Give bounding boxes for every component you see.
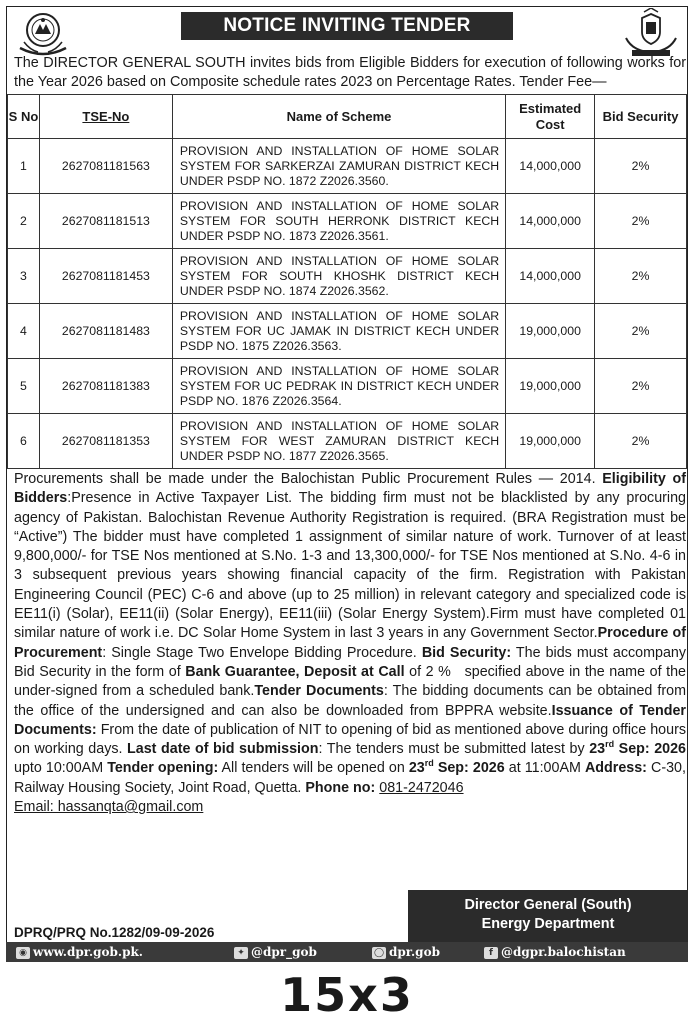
submission-month: Sep: 2026 bbox=[614, 741, 687, 758]
cell-cost: 14,000,000 bbox=[506, 249, 595, 304]
submission-day: 23 bbox=[589, 741, 606, 758]
notice-title: NOTICE INVITING TENDER bbox=[181, 12, 513, 40]
eligibility-label: Eligibility of Bidders bbox=[14, 471, 686, 507]
government-emblem-right bbox=[618, 8, 684, 58]
submission-day-suffix: rd bbox=[605, 739, 615, 750]
opening-day: 23 bbox=[408, 760, 425, 777]
intro-paragraph: The DIRECTOR GENERAL SOUTH invites bids from Eligible Bidders for execution of following works for the Year 2026 based on Composite schedule rates 2023 on Percentage Rates. Tender Fee— bbox=[14, 55, 686, 90]
table-row bbox=[8, 304, 687, 359]
email-address: Email: hassanqta@gmail.com bbox=[14, 799, 204, 816]
opening-month: Sep: 2026 bbox=[433, 760, 505, 777]
signatory-department: Energy Department bbox=[481, 916, 615, 932]
cell-cost: 19,000,000 bbox=[506, 359, 595, 414]
cell-security: 2% bbox=[595, 194, 687, 249]
table-row bbox=[8, 359, 687, 414]
submission-date bbox=[589, 741, 686, 757]
cell-scheme: PROVISION AND INSTALLATION OF HOME SOLAR SYSTEM FOR UC JAMAK IN DISTRICT KECH UNDER PSDP NO. 1875 Z2026.3563. bbox=[172, 304, 505, 359]
cell-tse: 2627081181353 bbox=[39, 414, 172, 469]
header-sno: S No bbox=[8, 95, 40, 139]
table-row bbox=[8, 194, 687, 249]
terms-text: : The tenders must be submitted latest by bbox=[318, 741, 590, 758]
cell-security: 2% bbox=[595, 359, 687, 414]
globe-icon: ◉ bbox=[16, 947, 30, 959]
header-tse: TSE-No bbox=[39, 95, 172, 139]
cell-cost: 14,000,000 bbox=[506, 139, 595, 194]
cell-tse: 2627081181383 bbox=[39, 359, 172, 414]
cell-scheme: PROVISION AND INSTALLATION OF HOME SOLAR SYSTEM FOR SOUTH KHOSHK DISTRICT KECH UNDER PSDP NO. 1874 Z2026.3562. bbox=[172, 249, 505, 304]
table-row bbox=[8, 249, 687, 304]
cell-security: 2% bbox=[595, 304, 687, 359]
cell-tse: 2627081181563 bbox=[39, 139, 172, 194]
terms-text: : The bidding documents can be obtained from the office of the undersigned and can also be downloaded from BPPRA website. bbox=[14, 683, 687, 719]
cell-scheme: PROVISION AND INSTALLATION OF HOME SOLAR SYSTEM FOR SARKERZAI ZAMURAN DISTRICT KECH UNDER PSDP NO. 1872 Z2026.3560. bbox=[172, 139, 505, 194]
terms-text: at 11:00AM bbox=[504, 760, 585, 777]
cell-security: 2% bbox=[595, 139, 687, 194]
bid-security-label: Bid Security: bbox=[421, 644, 512, 661]
header-cost: Estimated Cost bbox=[506, 95, 595, 139]
table-header-row bbox=[8, 95, 687, 139]
cell-sno: 6 bbox=[8, 414, 40, 469]
facebook-icon: f bbox=[484, 947, 498, 959]
table-row bbox=[8, 139, 687, 194]
phone-label: Phone no: bbox=[305, 779, 376, 796]
cell-tse: 2627081181513 bbox=[39, 194, 172, 249]
twitter-icon: ✦ bbox=[234, 947, 248, 959]
cell-tse: 2627081181483 bbox=[39, 304, 172, 359]
procedure-label: Procedure of Procurement bbox=[14, 625, 686, 661]
terms-text: :Presence in Active Taxpayer List. The bidding firm must not be blacklisted by any procuring agency of Pakistan. Balochistan Revenue Authority Registration is required. (BRA Registration must be “Active”) The bidder must have completed 1 assignment of similar nature of work. Turnover of at least 9,800,000/- for TSE Nos mentioned at S.No. 1-3 and 13,300,000/- for TSE Nos mentioned at S.No. 4-6 in 3 subsequent previous years showing financial capacity of the firm. Registration with Pakistan Engineering Council (PEC) C-6 and above (up to 25 million) in relevant category and specialized code is EE11(i) (Solar), EE11(ii) (Solar Energy), EE11(iii) (Solar Energy System).Firm must have completed 01 similar nature of work i.e. DC Solar Home System in last 3 years in any Government Sector. bbox=[14, 490, 686, 642]
footer-website bbox=[16, 945, 143, 959]
cell-cost: 19,000,000 bbox=[506, 414, 595, 469]
phone-number: 081-2472046 bbox=[379, 779, 464, 796]
header-scheme: Name of Scheme bbox=[172, 95, 505, 139]
cell-sno: 5 bbox=[8, 359, 40, 414]
footer-instagram bbox=[372, 945, 440, 959]
terms-text: From the date of publication of NIT to opening of bid as mentioned above during office hours on working days. bbox=[14, 721, 686, 758]
table-row bbox=[8, 414, 687, 469]
address-label: Address: bbox=[584, 760, 647, 777]
twitter-text: @dpr_gob bbox=[251, 945, 317, 959]
opening-day-suffix: rd bbox=[424, 758, 434, 769]
footer-twitter bbox=[234, 945, 317, 959]
footer-facebook bbox=[484, 945, 626, 959]
last-date-label: Last date of bid submission bbox=[127, 741, 319, 758]
cell-sno: 1 bbox=[8, 139, 40, 194]
instagram-icon: ◯ bbox=[373, 947, 385, 958]
cell-security: 2% bbox=[595, 414, 687, 469]
opening-label: Tender opening: bbox=[107, 760, 219, 777]
facebook-text: @dgpr.balochistan bbox=[501, 945, 626, 959]
terms-text: The bids must accompany Bid Security in the form of bbox=[14, 644, 687, 680]
instagram-text: dpr.gob bbox=[389, 945, 440, 959]
terms-text: Procurements shall be made under the Balochistan Public Procurement Rules — 2014. bbox=[14, 471, 603, 487]
signatory-title: Director General (South) bbox=[464, 897, 632, 913]
website-text: www.dpr.gob.pk. bbox=[33, 945, 143, 959]
cell-sno: 3 bbox=[8, 249, 40, 304]
cell-scheme: PROVISION AND INSTALLATION OF HOME SOLAR SYSTEM FOR WEST ZAMURAN DISTRICT KECH UNDER PSDP NO. 1877 Z2026.3565. bbox=[172, 414, 505, 469]
issuance-label: Issuance of Tender Documents: bbox=[14, 702, 686, 738]
opening-date bbox=[409, 760, 505, 776]
tender-table bbox=[7, 94, 687, 469]
terms-text: All tenders will be opened on bbox=[218, 760, 409, 777]
cell-sno: 4 bbox=[8, 304, 40, 359]
terms-paragraph bbox=[14, 470, 686, 817]
header-security: Bid Security bbox=[595, 95, 687, 139]
cell-scheme: PROVISION AND INSTALLATION OF HOME SOLAR SYSTEM FOR SOUTH HERRONK DISTRICT KECH UNDER PSDP NO. 1873 Z2026.3561. bbox=[172, 194, 505, 249]
terms-text: C-30, Railway Housing Society, Joint Road, Quetta. bbox=[14, 760, 686, 796]
ad-size-label: 15x3 bbox=[280, 968, 414, 1022]
cell-security: 2% bbox=[595, 249, 687, 304]
terms-text: upto 10:00AM bbox=[14, 760, 108, 777]
government-emblem-left bbox=[10, 8, 76, 58]
signature-box bbox=[408, 890, 688, 942]
cell-tse: 2627081181453 bbox=[39, 249, 172, 304]
cell-cost: 14,000,000 bbox=[506, 194, 595, 249]
bank-guarantee-label: Bank Guarantee, Deposit at Call bbox=[185, 663, 405, 680]
footer-bar bbox=[6, 942, 688, 962]
cell-cost: 19,000,000 bbox=[506, 304, 595, 359]
cell-scheme: PROVISION AND INSTALLATION OF HOME SOLAR SYSTEM FOR UC PEDRAK IN DISTRICT KECH UNDER PSDP NO. 1876 Z2026.3564. bbox=[172, 359, 505, 414]
dprq-number: DPRQ/PRQ No.1282/09-09-2026 bbox=[14, 925, 215, 940]
tender-documents-label: Tender Documents bbox=[254, 683, 384, 700]
terms-text: of 2 % specified above in the name of the under-signed from a scheduled bank. bbox=[14, 663, 686, 700]
terms-text: : Single Stage Two Envelope Bidding Procedure. bbox=[102, 644, 422, 661]
cell-sno: 2 bbox=[8, 194, 40, 249]
